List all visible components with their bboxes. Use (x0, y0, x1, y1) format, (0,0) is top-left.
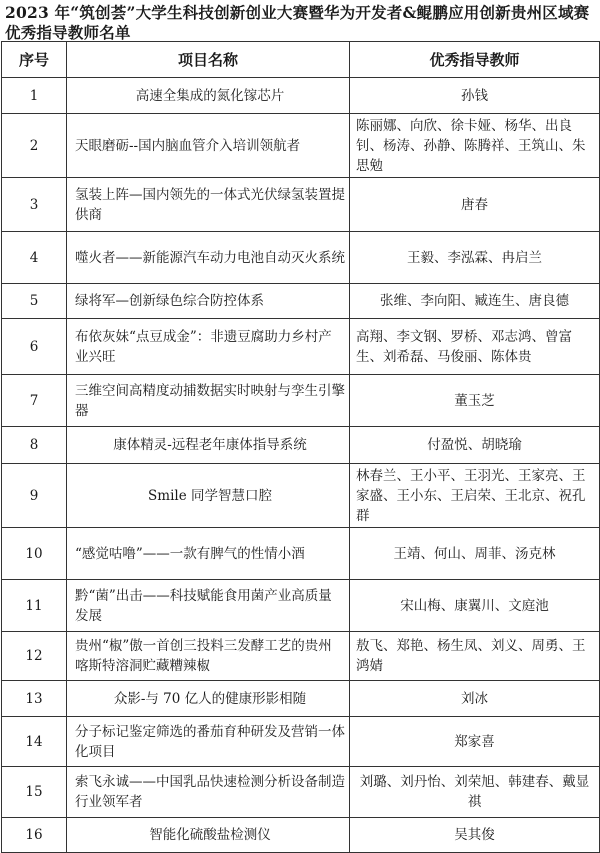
table-row (2, 681, 600, 717)
row-project: 分子标记鉴定筛选的番茄育种研发及营销一体化项目 (67, 717, 350, 767)
table-row (2, 528, 600, 580)
table-row (2, 178, 600, 232)
row-project: 黔“菌”出击——科技赋能食用菌产业高质量发展 (67, 580, 350, 632)
table-row (2, 232, 600, 284)
table-row (2, 284, 600, 319)
row-num: 6 (2, 319, 67, 375)
header-num: 序号 (2, 42, 67, 78)
table-row (2, 375, 600, 427)
row-mentors: 付盈悦、胡晓瑜 (350, 427, 600, 464)
row-project: 布依灰妹“点豆成金”：非遗豆腐助力乡村产业兴旺 (67, 319, 350, 375)
row-project: 智能化硫酸盐检测仪 (67, 818, 350, 853)
row-mentors: 林春兰、王小平、王羽光、王家亮、王家盛、王小东、王启荣、王北京、祝孔群 (350, 464, 600, 528)
row-num: 10 (2, 528, 67, 580)
row-num: 9 (2, 464, 67, 528)
table-row (2, 114, 600, 178)
header-mentors: 优秀指导教师 (350, 42, 600, 78)
table-row (2, 427, 600, 464)
row-project: 绿将军—创新绿色综合防控体系 (67, 284, 350, 319)
row-mentors: 陈丽娜、向欣、徐卡娅、杨华、出良钊、杨涛、孙静、陈腾祥、王筑山、朱思勉 (350, 114, 600, 178)
row-mentors: 敖飞、郑艳、杨生凤、刘义、周勇、王鸿婧 (350, 632, 600, 681)
table-row (2, 319, 600, 375)
row-mentors: 刘冰 (350, 681, 600, 717)
row-mentors: 宋山梅、康翼川、文庭池 (350, 580, 600, 632)
row-mentors: 郑家喜 (350, 717, 600, 767)
table-header-row (2, 42, 600, 78)
row-mentors: 唐春 (350, 178, 600, 232)
row-project: 三维空间高精度动捕数据实时映射与孪生引擎器 (67, 375, 350, 427)
table-row (2, 767, 600, 818)
row-num: 13 (2, 681, 67, 717)
row-num: 5 (2, 284, 67, 319)
row-project: 噬火者——新能源汽车动力电池自动灭火系统 (67, 232, 350, 284)
table-row (2, 818, 600, 853)
table-row (2, 580, 600, 632)
row-num: 1 (2, 78, 67, 114)
row-project: 众影-与 70 亿人的健康形影相随 (67, 681, 350, 717)
row-mentors: 王毅、李泓霖、冉启兰 (350, 232, 600, 284)
row-num: 12 (2, 632, 67, 681)
mentor-table (1, 41, 600, 853)
table-row (2, 632, 600, 681)
row-project: 高速全集成的氮化镓芯片 (67, 78, 350, 114)
row-project: Smile 同学智慧口腔 (67, 464, 350, 528)
row-mentors: 吴其俊 (350, 818, 600, 853)
row-mentors: 张维、李向阳、臧连生、唐良德 (350, 284, 600, 319)
row-project: 康体精灵-远程老年康体指导系统 (67, 427, 350, 464)
document-title: 2023 年“筑创荟”大学生科技创新创业大赛暨华为开发者&鲲鹏应用创新贵州区域赛优秀指导教师名单 (5, 3, 590, 42)
row-mentors: 董玉芝 (350, 375, 600, 427)
row-project: “感觉咕噜”——一款有脾气的性情小酒 (67, 528, 350, 580)
row-num: 7 (2, 375, 67, 427)
table-row (2, 717, 600, 767)
row-num: 15 (2, 767, 67, 818)
row-mentors: 王靖、何山、周菲、汤克林 (350, 528, 600, 580)
row-num: 11 (2, 580, 67, 632)
row-num: 4 (2, 232, 67, 284)
header-project: 项目名称 (67, 42, 350, 78)
row-mentors: 刘璐、刘丹怡、刘荣旭、韩建春、戴显祺 (350, 767, 600, 818)
table-row (2, 78, 600, 114)
row-num: 2 (2, 114, 67, 178)
row-num: 16 (2, 818, 67, 853)
row-mentors: 孙钱 (350, 78, 600, 114)
row-project: 天眼磨砺--国内脑血管介入培训领航者 (67, 114, 350, 178)
row-num: 14 (2, 717, 67, 767)
row-project: 贵州“椒”傲一首创三投料三发酵工艺的贵州喀斯特溶洞贮藏糟辣椒 (67, 632, 350, 681)
row-project: 氢装上阵—国内领先的一体式光伏绿氢装置提供商 (67, 178, 350, 232)
row-mentors: 高翔、李文钢、罗桥、邓志鸿、曾富生、刘希磊、马俊丽、陈体贵 (350, 319, 600, 375)
row-num: 8 (2, 427, 67, 464)
row-project: 索飞永诚——中国乳品快速检测分析设备制造行业领军者 (67, 767, 350, 818)
row-num: 3 (2, 178, 67, 232)
table-row (2, 464, 600, 528)
